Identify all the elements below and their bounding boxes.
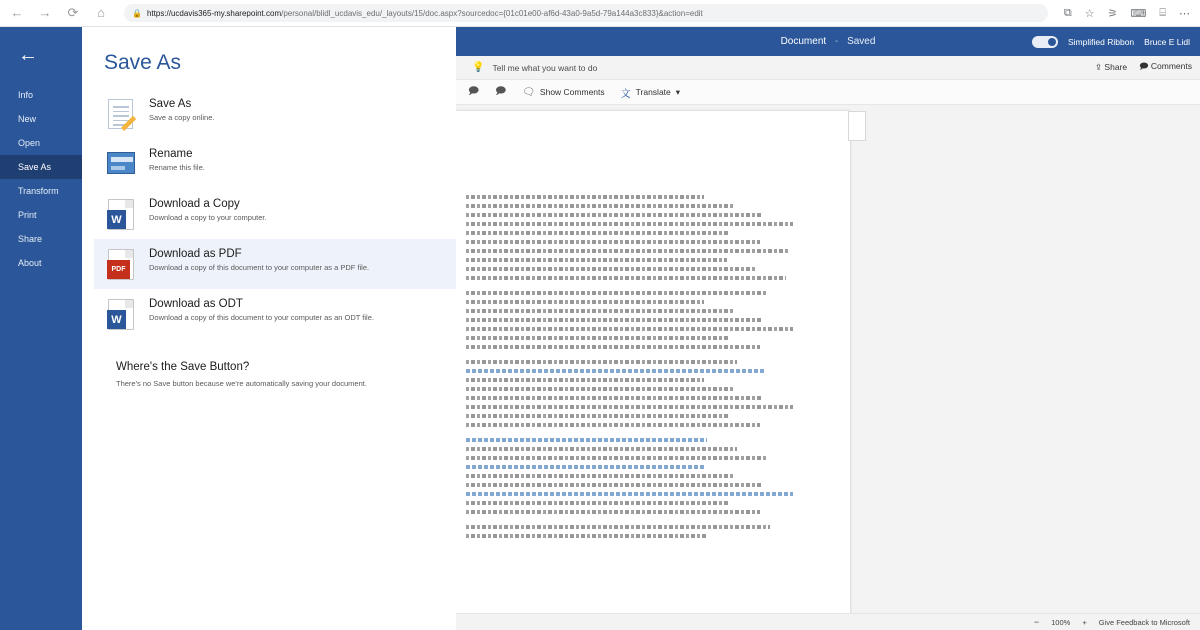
forward-arrow-icon[interactable]: →: [38, 5, 52, 20]
address-path: /personal/blidl_ucdavis_edu/_layouts/15/doc.aspx?sourcedoc={01c01e00-af6d-43a0-9a5d-79a144a3c833}&action=edit: [281, 8, 703, 18]
sidebar-item-open[interactable]: [0, 131, 82, 155]
document-text-body: [466, 195, 796, 549]
reload-icon[interactable]: ⟳: [67, 5, 79, 20]
option-description: Download a copy of this document to your computer as an ODT file.: [149, 313, 374, 322]
document-text-line: [466, 465, 704, 469]
user-name[interactable]: Bruce E Lidl: [1144, 36, 1190, 47]
bookmark-star-icon[interactable]: ☆: [1084, 7, 1095, 20]
document-page[interactable]: [456, 111, 850, 630]
home-icon[interactable]: ⌂: [97, 5, 105, 20]
document-text-line: [466, 534, 707, 538]
save-button-help: [116, 361, 456, 388]
show-comments-label: Show Comments: [539, 87, 605, 97]
document-text-line: [466, 291, 766, 295]
document-text-line: [466, 249, 789, 253]
pdf-document-icon: PDF: [104, 247, 138, 281]
page-title: Save As: [104, 51, 182, 74]
document-text-line: [466, 213, 763, 217]
option-description: Download a copy to your computer.: [149, 213, 267, 222]
address-bar-text: [147, 9, 703, 18]
rename-icon: [104, 147, 138, 181]
backstage-panel: [82, 27, 456, 630]
document-text-line: [466, 501, 730, 505]
word-document-icon: W: [104, 197, 138, 231]
feedback-link[interactable]: Give Feedback to Microsoft: [1098, 617, 1190, 627]
sidebar-item-label: Share: [18, 234, 43, 244]
simplified-ribbon-label: Simplified Ribbon: [1068, 36, 1135, 47]
sidebar-item-about[interactable]: [0, 251, 82, 275]
title-separator: -: [834, 36, 839, 47]
save-as-options-list: [82, 89, 456, 339]
option-title: Save As: [149, 98, 192, 110]
zoom-in-button[interactable]: +: [1082, 617, 1087, 627]
sidebar-item-label: About: [18, 258, 42, 268]
lock-icon: 🔒: [132, 8, 142, 18]
zoom-out-button[interactable]: −: [1033, 617, 1040, 627]
document-text-line: [466, 378, 704, 382]
document-text-line: [466, 423, 760, 427]
address-domain: https://ucdavis365-my.sharepoint.com: [146, 8, 282, 18]
document-text-line: [466, 492, 793, 496]
document-name[interactable]: Document: [780, 36, 827, 47]
chevron-down-icon: ▾: [675, 86, 681, 97]
option-download-a-copy[interactable]: [94, 189, 456, 239]
address-bar[interactable]: [124, 4, 1048, 22]
sidebar-item-info[interactable]: [0, 83, 82, 107]
document-text-line: [466, 327, 793, 331]
show-comments-icon: 🗨: [522, 86, 535, 98]
sidebar-item-save-as[interactable]: [0, 155, 82, 179]
document-text-line: [466, 345, 760, 349]
comment-previous-icon[interactable]: 🗩: [468, 85, 480, 97]
document-text-line: [466, 483, 763, 487]
document-text-line: [466, 474, 733, 478]
document-paragraph: [466, 438, 796, 514]
sidebar-item-label: Print: [18, 210, 37, 220]
document-paragraph: [466, 525, 796, 538]
option-download-as-pdf[interactable]: [94, 239, 456, 289]
option-title: Rename: [149, 148, 193, 160]
back-arrow-icon[interactable]: ←: [10, 5, 24, 20]
browser-toolbar-right: [1054, 7, 1200, 20]
document-text-line: [466, 267, 756, 271]
split-screen-icon[interactable]: ⧉: [1063, 6, 1072, 19]
document-floating-object[interactable]: [848, 111, 866, 141]
document-text-line: [466, 195, 704, 199]
document-text-line: [466, 222, 793, 226]
option-title: Download as PDF: [149, 248, 242, 260]
document-text-line: [466, 438, 707, 442]
option-download-as-odt[interactable]: [94, 289, 456, 339]
translate-label: Translate: [635, 87, 671, 97]
option-rename[interactable]: [94, 139, 456, 189]
lightbulb-icon: 💡: [472, 62, 485, 73]
sidebar-item-label: Open: [18, 138, 41, 148]
document-text-line: [466, 204, 733, 208]
show-comments-button[interactable]: [522, 87, 604, 98]
comments-label: Comments: [1150, 60, 1192, 71]
document-text-line: [466, 369, 766, 373]
document-text-line: [466, 300, 704, 304]
document-text-line: [466, 240, 760, 244]
back-arrow-icon[interactable]: ←: [18, 44, 38, 66]
document-text-line: [466, 447, 737, 451]
document-paragraph: [466, 291, 796, 349]
word-title-bar: [456, 27, 1200, 56]
option-text: [149, 147, 205, 172]
document-text-line: [466, 510, 760, 514]
backstage-rail: [0, 27, 82, 630]
document-text-line: [466, 396, 763, 400]
zoom-level: 100%: [1051, 617, 1071, 627]
document-paragraph: [466, 195, 796, 280]
option-text: [149, 297, 374, 322]
sidebar-item-label: Transform: [18, 186, 59, 196]
save-as-icon: [104, 97, 138, 131]
sidebar-item-label: Save As: [18, 162, 52, 172]
document-text-line: [466, 231, 730, 235]
option-description: Download a copy of this document to your computer as a PDF file.: [149, 263, 370, 272]
option-text: [149, 197, 267, 222]
translate-icon: 文: [620, 88, 631, 100]
option-save-as[interactable]: [94, 89, 456, 139]
document-paragraph: [466, 360, 796, 427]
sidebar-item-print[interactable]: [0, 203, 82, 227]
sidebar-item-share[interactable]: [0, 227, 82, 251]
word-search-right: [1095, 61, 1192, 75]
document-text-line: [466, 336, 730, 340]
document-text-line: [466, 414, 730, 418]
option-description: Save a copy online.: [149, 113, 215, 122]
tell-me-input[interactable]: Tell me what you want to do: [492, 62, 598, 73]
translate-button[interactable]: [621, 85, 680, 100]
extensions-icon[interactable]: ⚞: [1107, 7, 1118, 20]
document-text-line: [466, 276, 786, 280]
sidebar-item-transform[interactable]: [0, 179, 82, 203]
document-text-line: [466, 456, 766, 460]
option-text: [149, 97, 214, 122]
option-title: Download as ODT: [149, 298, 243, 310]
word-app: [456, 27, 1200, 630]
word-title-right: [1032, 36, 1190, 48]
option-text: [149, 247, 369, 272]
comments-button[interactable]: 🗩 Comments: [1139, 60, 1192, 71]
document-text-line: [466, 318, 763, 322]
word-status-bar: [456, 613, 1200, 630]
share-label: Share: [1104, 62, 1128, 72]
odt-document-icon: W: [104, 297, 138, 331]
document-text-line: [466, 405, 793, 409]
profile-icon[interactable]: ⌨: [1130, 7, 1147, 20]
browser-toolbar: [0, 0, 1200, 27]
comment-next-icon[interactable]: 🗩: [495, 85, 507, 97]
document-text-line: [466, 525, 770, 529]
document-text-line: [466, 258, 727, 262]
option-title: Download a Copy: [149, 198, 240, 210]
document-text-line: [466, 360, 737, 364]
save-help-description: There's no Save button because we're automatically saving your document.: [116, 379, 367, 388]
saved-status: Saved: [847, 36, 876, 47]
sidebar-item-new[interactable]: [0, 107, 82, 131]
browser-nav-buttons: [0, 6, 118, 20]
word-ribbon: [456, 80, 1200, 105]
collections-icon[interactable]: ⌸: [1159, 6, 1166, 19]
more-options-icon[interactable]: ⋯: [1179, 7, 1190, 20]
sidebar-item-label: New: [18, 114, 37, 124]
option-description: Rename this file.: [149, 163, 205, 172]
document-text-line: [466, 309, 733, 313]
simplified-ribbon-toggle[interactable]: [1032, 36, 1058, 48]
sidebar-item-label: Info: [18, 90, 34, 100]
word-search-row: [456, 56, 1200, 80]
document-text-line: [466, 387, 733, 391]
save-help-title: Where's the Save Button?: [116, 361, 250, 373]
share-button[interactable]: ⇪ Share: [1094, 62, 1128, 72]
